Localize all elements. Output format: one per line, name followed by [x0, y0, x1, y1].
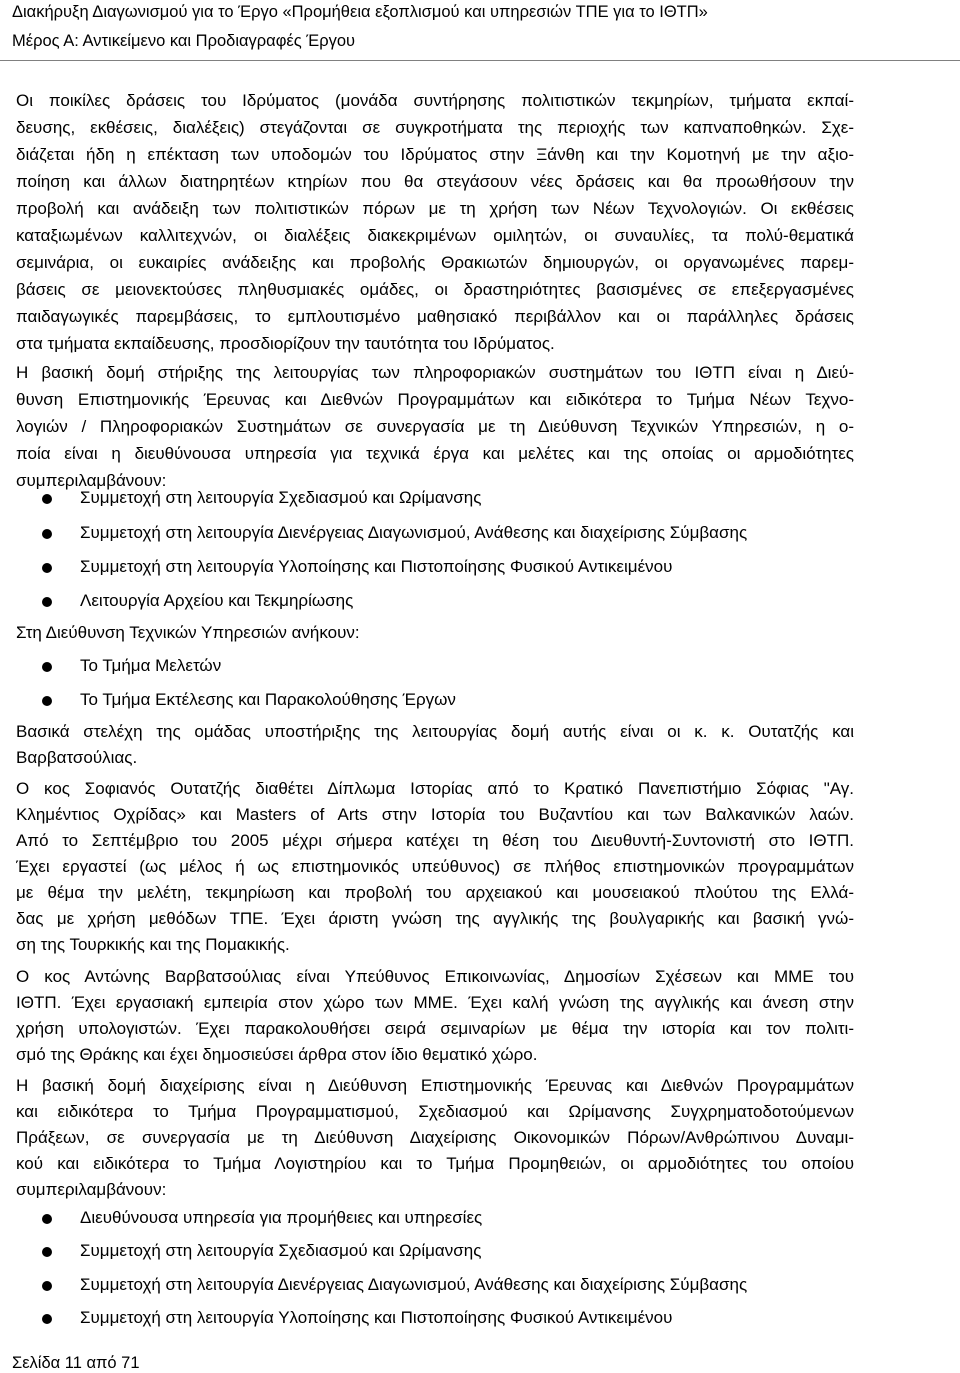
text-line: ση της Τουρκικής και της Πομακικής. [16, 935, 290, 954]
header-subtitle: Μέρος Α: Αντικείμενο και Προδιαγραφές Έργου [12, 32, 356, 50]
bullet-icon [42, 563, 52, 573]
text-line: σεμινάρια, οι ευκαιρίες ανάδειξης και προβολής Θρακιωτών δημιουργών, οι οργανωμένες παρεμ- [16, 253, 854, 272]
text-line: χρήση υπολογιστών. Έχει παρακολουθήσει σειρά σεμιναρίων με θέμα την ιστορία και τον πολιτι- [16, 1019, 854, 1038]
bullet-icon [42, 494, 52, 504]
bullet-icon [42, 1247, 52, 1257]
list-item [0, 655, 900, 677]
bullet-icon [42, 662, 52, 672]
list-item-text: Συμμετοχή στη λειτουργία Υλοποίησης και Πιστοποίησης Φυσικού Αντικειμένου [80, 1308, 673, 1327]
list-item [0, 1240, 900, 1262]
list-item-text: Συμμετοχή στη λειτουργία Διενέργειας Διαγωνισμού, Ανάθεσης και διαχείρισης Σύμβασης [80, 523, 748, 542]
bullet-icon [42, 597, 52, 607]
text-line: συμπεριλαμβάνουν: [16, 1180, 167, 1199]
text-line: καταξιωμένων καλλιτεχνών, οι διαλέξεις διακεκριμένων ομιλητών, οι συναυλίες, τα πολύ-θεματικά [16, 226, 854, 245]
bullet-icon [42, 696, 52, 706]
list-item [0, 556, 900, 578]
bullet-icon [42, 529, 52, 539]
bullet-icon [42, 1314, 52, 1324]
list-item-text: Συμμετοχή στη λειτουργία Σχεδιασμού και Ωρίμανσης [80, 488, 482, 507]
bullet-icon [42, 1281, 52, 1291]
text-line: δευσης, εκθέσεις, διαλέξεις) στεγάζονται σε συγκροτήματα της περιοχής των καπναποθηκών. Σχε- [16, 118, 854, 137]
list-item [0, 1274, 900, 1296]
list-item [0, 487, 900, 509]
list-item-text: Διευθύνουσα υπηρεσία για προμήθειες και υπηρεσίες [80, 1208, 483, 1227]
list-item [0, 590, 900, 612]
list-item-text: Το Τμήμα Εκτέλεσης και Παρακολούθησης Έργων [80, 690, 456, 709]
bullet-icon [42, 1214, 52, 1224]
text-line: Η βασική δομή στήριξης της λειτουργίας των πληροφοριακών συστημάτων του ΙΘΤΠ είναι η Διεύ- [16, 363, 854, 382]
text-line: Η βασική δομή διαχείρισης είναι η Διεύθυνση Επιστημονικής Έρευνας και Διεθνών Προγραμμάτων [16, 1076, 854, 1095]
text-line: βάσεις σε μειονεκτούσες πληθυσμιακές ομάδες, οι δραστηριότητες βασισμένες σε επεξεργασμένες [16, 280, 854, 299]
text-line: και ειδικότερα το Τμήμα Προγραμματισμού, Σχεδιασμού και Ωρίμανσης Συγχρηματοδοτούμενων [16, 1102, 854, 1121]
text-line: Βαρβατσούλιας. [16, 748, 138, 767]
text-line: συμπεριλαμβάνουν: [16, 471, 167, 490]
list-item-text: Συμμετοχή στη λειτουργία Υλοποίησης και Πιστοποίησης Φυσικού Αντικειμένου [80, 557, 673, 576]
list-item-text: Συμμετοχή στη λειτουργία Σχεδιασμού και Ωρίμανσης [80, 1241, 482, 1260]
text-line: Κλημέντιος Οχρίδας» και Masters of Arts στην Ιστορία του Βυζαντίου και των Βαλκανικών λαών. [16, 805, 854, 824]
text-line: στα τμήματα εκπαίδευσης, προσδιορίζουν την ταυτότητα του Ιδρύματος. [16, 334, 555, 353]
text-line: Από το Σεπτέμβριο του 2005 μέχρι σήμερα κατέχει τη θέση του Διευθυντή-Συντονιστή στο ΙΘΤΠ. [16, 831, 854, 850]
text-line: θυνση Επιστημονικής Έρευνας και Διεθνών Προγραμμάτων και ειδικότερα το Τμήμα Νέων Τεχνο- [16, 390, 854, 409]
page-header [0, 0, 960, 61]
text-line: διάζεται ήδη η επέκταση των υποδομών του Ιδρύματος στην Ξάνθη και την Κομοτηνή με την αξιο- [16, 145, 854, 164]
text-line: Βασικά στελέχη της ομάδας υποστήριξης της λειτουργίας δομή αυτής είναι οι κ. κ. Ουτατζής και [16, 722, 854, 741]
list-item-text: Συμμετοχή στη λειτουργία Διενέργειας Διαγωνισμού, Ανάθεσης και διαχείρισης Σύμβασης [80, 1275, 748, 1294]
list-item [0, 1307, 900, 1329]
text-line: Πράξεων, σε συνεργασία με τη Διεύθυνση Διαχείρισης Οικονομικών Πόρων/Ανθρώπινου Δυναμι- [16, 1128, 854, 1147]
list-item-text: Το Τμήμα Μελετών [80, 656, 222, 675]
text-line: παιδαγωγικές παρεμβάσεις, το εμπλουτισμένο μαθησιακό περιβάλλον και οι παράλληλες δράσεις [16, 307, 854, 326]
text-line: Ο κος Σοφιανός Ουτατζής διαθέτει Δίπλωμα Ιστορίας από το Κρατικό Πανεπιστήμιο Σόφιας "Αγ. [16, 779, 854, 798]
text-line: με θέμα την μελέτη, τεκμηρίωση και προβολή του αρχειακού και μουσειακού πλούτου της Ελλά- [16, 883, 854, 902]
text-line: Ο κος Αντώνης Βαρβατσούλιας είναι Υπεύθυνος Επικοινωνίας, Δημοσίων Σχέσεων και ΜΜΕ του [16, 967, 854, 986]
list-item-text: Λειτουργία Αρχείου και Τεκμηρίωσης [80, 591, 354, 610]
text-line: ΙΘΤΠ. Έχει εργασιακή εμπειρία στον χώρο των ΜΜΕ. Έχει καλή γνώση της αγγλικής και άνεση στην [16, 993, 854, 1012]
text-line: σμό της Θράκης και έχει δημοσιεύσει άρθρα στον ίδιο θεματικό χώρο. [16, 1045, 538, 1064]
page-number: Σελίδα 11 από 71 [12, 1354, 140, 1372]
paragraph-technical-services: Στη Διεύθυνση Τεχνικών Υπηρεσιών ανήκουν: [16, 623, 360, 642]
text-line: κού και ειδικότερα το Τμήμα Λογιστηρίου και το Τμήμα Προμηθειών, οι αρμοδιότητες του οποίου [16, 1154, 854, 1173]
text-line: ποίηση και άλλων διατηρητέων κτηρίων που θα στεγάσουν νέες δράσεις και θα προωθήσουν την [16, 172, 854, 191]
text-line: ποία είναι η διευθύνουσα υπηρεσία για τεχνικά έργα και μελέτες και της οποίας οι αρμοδιότητες [16, 444, 854, 463]
list-item [0, 522, 900, 544]
text-line: λογιών / Πληροφοριακών Συστημάτων σε συνεργασία με τη Διεύθυνση Τεχνικών Υπηρεσιών, η ο- [16, 417, 854, 436]
text-line: προβολή και ανάδειξη των πολιτιστικών πόρων με τη χρήση των Νέων Τεχνολογιών. Οι εκθέσεις [16, 199, 854, 218]
list-item [0, 689, 900, 711]
header-title: Διακήρυξη Διαγωνισμού για το Έργο «Προμήθεια εξοπλισμού και υπηρεσιών ΤΠΕ για το ΙΘΤΠ» [12, 3, 708, 21]
text-line: Έχει εργαστεί (ως μέλος ή ως επιστημονικός υπεύθυνος) σε πλήθος επιστημονικών προγραμμάτων [16, 857, 854, 876]
text-line: Οι ποικίλες δράσεις του Ιδρύματος (μονάδα συντήρησης πολιτιστικών τεκμηρίων, τμήματα εκπαί- [16, 91, 854, 110]
text-line: δας με χρήση μεθόδων ΤΠΕ. Έχει άριστη γνώση της αγγλικής της βουλγαρικής και βασική γνώ- [16, 909, 854, 928]
list-item [0, 1207, 900, 1229]
